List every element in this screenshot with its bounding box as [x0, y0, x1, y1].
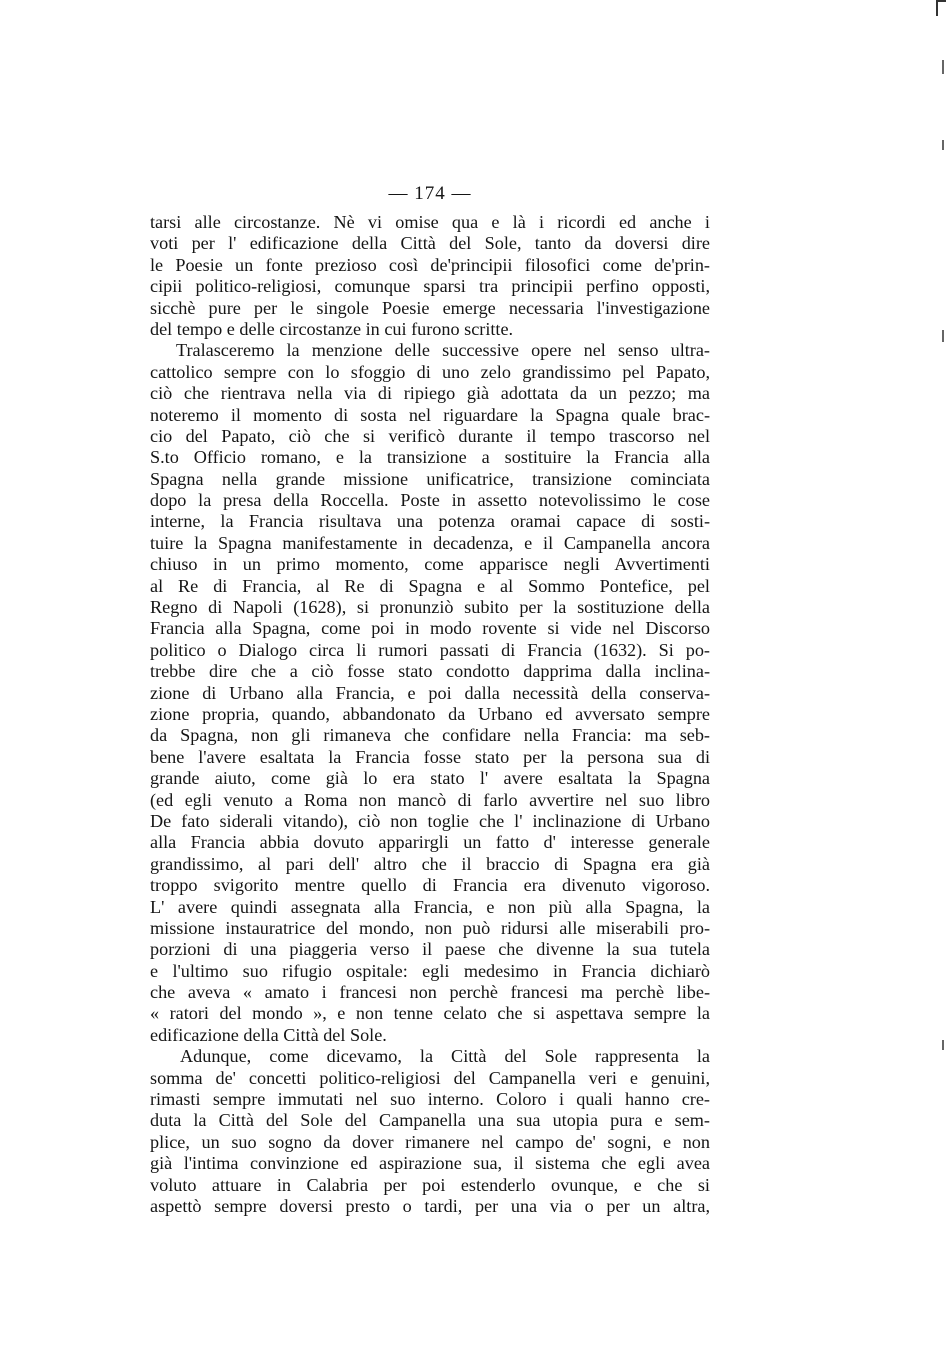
- text-line: e l'ultimo suo rifugio ospitale: egli medesimo in Francia dichiarò: [150, 960, 710, 981]
- text-line: (ed egli venuto a Roma non mancò di farlo avvertire nel suo libro: [150, 789, 710, 810]
- text-line: plice, un suo sogno da dover rimanere nel campo de' sogni, e non: [150, 1131, 710, 1152]
- text-line: porzioni di una piaggeria verso il paese che divenne la sua tutela: [150, 939, 710, 960]
- text-line: noteremo il momento di sosta nel riguardare la Spagna quale brac-: [150, 404, 710, 425]
- text-line: bene l'avere esaltata la Francia fosse stato per la persona sua di: [150, 746, 710, 767]
- text-line: Francia alla Spagna, come poi in modo rovente si vide nel Discorso: [150, 618, 710, 639]
- text-line: le Poesie un fonte prezioso così de'principii filosofici come de'prin-: [150, 254, 710, 275]
- scan-edge-mark: [942, 140, 944, 150]
- text-line: grandissimo, al pari dell' altro che il braccio di Spagna era già: [150, 853, 710, 874]
- text-line: ciò che rientrava nella via di ripiego già adottata da un pezzo; ma: [150, 383, 710, 404]
- text-line: Spagna nella grande missione unificatrice, transizione cominciata: [150, 468, 710, 489]
- text-line: Tralasceremo la menzione delle successive opere nel senso ultra-: [176, 340, 710, 361]
- text-line: somma de' concetti politico-religiosi del Campanella veri e genuini,: [150, 1067, 710, 1088]
- text-line: voluto attuare in Calabria per poi estenderlo ovunque, e che si: [150, 1174, 710, 1195]
- text-line: « ratori del mondo », e non tenne celato che si aspettava sempre la: [150, 1003, 710, 1024]
- text-line: duta la Città del Sole del Campanella una sua utopia pura e sem-: [150, 1110, 710, 1131]
- text-line: tuire la Spagna manifestamente in decadenza, e il Campanella ancora: [150, 532, 710, 553]
- text-line: politico o Dialogo circa li rumori passati di Francia (1632). Si po-: [150, 639, 710, 660]
- text-line: Regno di Napoli (1628), si pronunziò subito per la sostituzione della: [150, 597, 710, 618]
- text-line: cipii politico-religiosi, comunque sparsi tra principii perfino opposti,: [150, 276, 710, 297]
- text-line: rimasti sempre immutati nel suo interno. Coloro i quali hanno cre-: [150, 1089, 710, 1110]
- text-line: voti per l' edificazione della Città del Sole, tanto da doversi dire: [150, 233, 710, 254]
- text-line: dopo la presa della Roccella. Poste in assetto notevolissimo le cose: [150, 490, 710, 511]
- text-line: già l'intima convinzione ed aspirazione sua, il sistema che egli avea: [150, 1153, 710, 1174]
- text-line: da Spagna, non gli rimaneva che confidare nella Francia: ma seb-: [150, 725, 710, 746]
- page-number: — 174 —: [388, 183, 472, 204]
- text-line: alla Francia abbia dovuto apparirgli un fatto d' interesse generale: [150, 832, 710, 853]
- text-line: aspettò sempre doversi presto o tardi, per una via o per un altra,: [150, 1195, 710, 1216]
- text-line: De fato siderali vitando), ciò non toglie che l' inclinazione di Urbano: [150, 810, 710, 831]
- paragraph-3: [150, 1046, 710, 1217]
- text-line: grande aiuto, come già lo era stato l' avere esaltata la Spagna: [150, 768, 710, 789]
- scan-corner-mark: [936, 0, 946, 16]
- text-line: zione di Urbano alla Francia, e poi dalla necessità della conserva-: [150, 682, 710, 703]
- text-line: Adunque, come dicevamo, la Città del Sole rappresenta la: [180, 1046, 710, 1067]
- text-line: chiuso in un primo momento, come apparisce negli Avvertimenti: [150, 554, 710, 575]
- text-line: trebbe dire che a ciò fosse stato condotto dapprima dalla inclina-: [150, 661, 710, 682]
- scan-edge-mark: [942, 330, 944, 342]
- text-line: del tempo e delle circostanze in cui furono scritte.: [150, 318, 514, 339]
- text-line: interne, la Francia risultava una potenza oramai capace di sosti-: [150, 511, 710, 532]
- paragraph-2: [150, 340, 710, 1046]
- text-line: tarsi alle circostanze. Nè vi omise qua e là i ricordi ed anche i: [150, 212, 710, 232]
- text-line: cattolico sempre con lo sfoggio di uno zelo grandissimo pel Papato,: [150, 361, 710, 382]
- text-line: troppo svigorito mentre quello di Francia era divenuto vigoroso.: [150, 875, 710, 896]
- text-line: cio del Papato, ciò che si verificò durante il tempo trascorso nel: [150, 425, 710, 446]
- body-text: [150, 212, 710, 1217]
- paragraph-1: [150, 212, 710, 340]
- text-line: S.to Officio romano, e la transizione a sostituire la Francia alla: [150, 447, 710, 468]
- scan-edge-mark: [942, 60, 944, 74]
- scan-edge-mark: [942, 1040, 944, 1050]
- text-line: missione instauratrice del mondo, non può ridursi alle miserabili pro-: [150, 917, 710, 938]
- text-line: che aveva « amato i francesi non perchè francesi ma perchè libe-: [150, 982, 710, 1003]
- text-line: zione propria, quando, abbandonato da Urbano ed avversato sempre: [150, 703, 710, 724]
- text-line: sicchè pure per le singole Poesie emerge necessaria l'investigazione: [150, 297, 710, 318]
- text-line: al Re di Francia, al Re di Spagna e al Sommo Pontefice, pel: [150, 575, 710, 596]
- text-line: L' avere quindi assegnata alla Francia, e non più alla Spagna, la: [150, 896, 710, 917]
- text-line: edificazione della Città del Sole.: [150, 1024, 387, 1045]
